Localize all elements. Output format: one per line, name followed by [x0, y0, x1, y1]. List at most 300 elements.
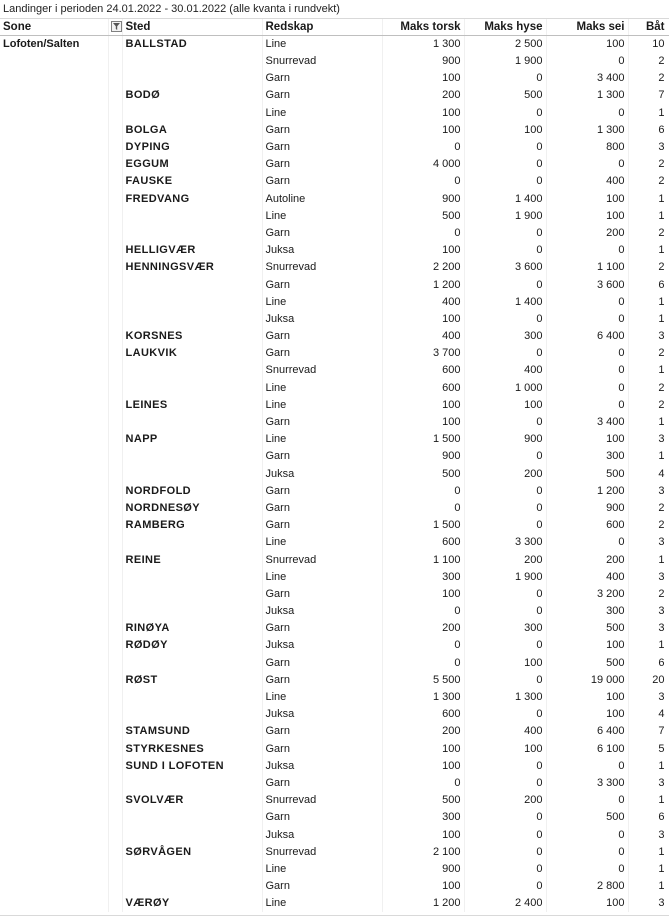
cell-redskap: Line: [262, 380, 382, 397]
cell-maks-torsk: 600: [382, 534, 464, 551]
cell-maks-sei: 3 300: [546, 775, 628, 792]
cell-maks-torsk: 1 500: [382, 517, 464, 534]
table-row: [0, 878, 669, 895]
cell-bat: 5: [628, 741, 669, 758]
cell-maks-torsk: 400: [382, 294, 464, 311]
cell-maks-sei: 800: [546, 139, 628, 156]
cell-redskap: Snurrevad: [262, 551, 382, 568]
column-filter[interactable]: [108, 19, 122, 36]
table-row: [0, 826, 669, 843]
cell-redskap: Garn: [262, 517, 382, 534]
cell-bat: 6: [628, 122, 669, 139]
cell-maks-torsk: 100: [382, 105, 464, 122]
cell-redskap: Line: [262, 861, 382, 878]
cell-sone: [0, 294, 108, 311]
column-header-maks-torsk[interactable]: Maks torsk: [382, 19, 464, 36]
cell-filter-spacer: [108, 87, 122, 104]
cell-maks-hyse: 0: [464, 758, 546, 775]
cell-filter-spacer: [108, 637, 122, 654]
cell-maks-sei: 0: [546, 844, 628, 861]
cell-sone: [0, 53, 108, 70]
cell-bat: 3: [628, 139, 669, 156]
cell-sted: KORSNES: [122, 328, 262, 345]
cell-filter-spacer: [108, 208, 122, 225]
cell-filter-spacer: [108, 655, 122, 672]
cell-maks-torsk: 1 200: [382, 895, 464, 912]
cell-maks-torsk: 100: [382, 242, 464, 259]
cell-sted: FAUSKE: [122, 173, 262, 190]
cell-maks-sei: 500: [546, 620, 628, 637]
cell-filter-spacer: [108, 397, 122, 414]
cell-sone: [0, 672, 108, 689]
cell-redskap: Garn: [262, 723, 382, 740]
cell-maks-sei: 0: [546, 861, 628, 878]
cell-maks-hyse: 400: [464, 723, 546, 740]
cell-maks-hyse: 500: [464, 87, 546, 104]
cell-sone: [0, 517, 108, 534]
cell-maks-hyse: 100: [464, 397, 546, 414]
cell-bat: 1: [628, 191, 669, 208]
cell-filter-spacer: [108, 878, 122, 895]
cell-maks-sei: 0: [546, 156, 628, 173]
cell-maks-torsk: 100: [382, 311, 464, 328]
cell-sone: [0, 569, 108, 586]
cell-maks-torsk: 0: [382, 603, 464, 620]
table-row: [0, 448, 669, 465]
cell-maks-hyse: 0: [464, 225, 546, 242]
column-header-maks-hyse[interactable]: Maks hyse: [464, 19, 546, 36]
cell-redskap: Line: [262, 431, 382, 448]
cell-sted: [122, 414, 262, 431]
column-header-redskap[interactable]: Redskap: [262, 19, 382, 36]
cell-maks-sei: 6 100: [546, 741, 628, 758]
cell-sone: [0, 826, 108, 843]
cell-maks-hyse: 0: [464, 844, 546, 861]
cell-sted: [122, 586, 262, 603]
cell-sted: [122, 70, 262, 87]
cell-maks-hyse: 0: [464, 448, 546, 465]
table-row: [0, 345, 669, 362]
cell-redskap: Snurrevad: [262, 362, 382, 379]
cell-maks-hyse: 100: [464, 655, 546, 672]
cell-maks-sei: 0: [546, 792, 628, 809]
cell-maks-torsk: 200: [382, 620, 464, 637]
cell-maks-sei: 0: [546, 397, 628, 414]
table-row: [0, 156, 669, 173]
cell-maks-sei: 0: [546, 311, 628, 328]
cell-sone: [0, 311, 108, 328]
cell-sted: LAUKVIK: [122, 345, 262, 362]
cell-sone: [0, 208, 108, 225]
cell-sted: RINØYA: [122, 620, 262, 637]
cell-bat: 3: [628, 483, 669, 500]
cell-filter-spacer: [108, 156, 122, 173]
cell-redskap: Garn: [262, 173, 382, 190]
table-row: [0, 741, 669, 758]
cell-sted: BALLSTAD: [122, 36, 262, 54]
cell-maks-torsk: 300: [382, 809, 464, 826]
table-row: [0, 139, 669, 156]
cell-maks-torsk: 2 100: [382, 844, 464, 861]
table-row: [0, 569, 669, 586]
cell-maks-hyse: 300: [464, 620, 546, 637]
header-row: [0, 19, 669, 36]
cell-bat: 1: [628, 362, 669, 379]
cell-sted: SUND I LOFOTEN: [122, 758, 262, 775]
cell-sone: [0, 70, 108, 87]
cell-sted: EGGUM: [122, 156, 262, 173]
cell-filter-spacer: [108, 70, 122, 87]
table-row: [0, 70, 669, 87]
table-row: [0, 689, 669, 706]
cell-sted: HENNINGSVÆR: [122, 259, 262, 276]
cell-maks-hyse: 0: [464, 586, 546, 603]
table-row: [0, 637, 669, 654]
cell-bat: 1: [628, 294, 669, 311]
cell-filter-spacer: [108, 517, 122, 534]
cell-redskap: Garn: [262, 225, 382, 242]
cell-maks-sei: 300: [546, 603, 628, 620]
cell-maks-sei: 0: [546, 826, 628, 843]
cell-filter-spacer: [108, 586, 122, 603]
cell-maks-torsk: 1 300: [382, 36, 464, 54]
cell-filter-spacer: [108, 173, 122, 190]
cell-sone: [0, 500, 108, 517]
cell-filter-spacer: [108, 225, 122, 242]
cell-bat: 7: [628, 87, 669, 104]
cell-filter-spacer: [108, 895, 122, 912]
cell-redskap: Snurrevad: [262, 53, 382, 70]
cell-redskap: Garn: [262, 139, 382, 156]
cell-bat: 1: [628, 878, 669, 895]
cell-sone: [0, 878, 108, 895]
cell-filter-spacer: [108, 569, 122, 586]
table-row: [0, 775, 669, 792]
cell-sted: REINE: [122, 551, 262, 568]
cell-maks-hyse: 1 900: [464, 569, 546, 586]
cell-redskap: Garn: [262, 809, 382, 826]
cell-bat: 6: [628, 655, 669, 672]
table-row: [0, 534, 669, 551]
cell-maks-sei: 500: [546, 466, 628, 483]
report-title: Landinger i perioden 24.01.2022 - 30.01.2022 (alle kvanta i rundvekt): [0, 0, 669, 19]
cell-maks-hyse: 0: [464, 156, 546, 173]
table-row: [0, 844, 669, 861]
cell-redskap: Garn: [262, 775, 382, 792]
cell-redskap: Juksa: [262, 758, 382, 775]
cell-filter-spacer: [108, 139, 122, 156]
cell-maks-hyse: 0: [464, 672, 546, 689]
cell-bat: 3: [628, 569, 669, 586]
cell-maks-hyse: 200: [464, 792, 546, 809]
cell-sted: [122, 466, 262, 483]
cell-redskap: Garn: [262, 276, 382, 293]
cell-bat: 1: [628, 844, 669, 861]
cell-maks-sei: 400: [546, 569, 628, 586]
cell-maks-torsk: 2 200: [382, 259, 464, 276]
cell-sone: [0, 105, 108, 122]
cell-maks-sei: 0: [546, 345, 628, 362]
cell-maks-torsk: 0: [382, 655, 464, 672]
cell-maks-sei: 100: [546, 706, 628, 723]
cell-maks-torsk: 100: [382, 122, 464, 139]
cell-maks-torsk: 0: [382, 637, 464, 654]
cell-bat: 7: [628, 723, 669, 740]
cell-maks-sei: 0: [546, 242, 628, 259]
column-header-bat[interactable]: Båt: [628, 19, 669, 36]
cell-redskap: Snurrevad: [262, 259, 382, 276]
cell-bat: 2: [628, 380, 669, 397]
cell-bat: 1: [628, 861, 669, 878]
landings-table: [0, 19, 669, 912]
cell-maks-sei: 100: [546, 895, 628, 912]
cell-bat: 1: [628, 242, 669, 259]
cell-sone: [0, 448, 108, 465]
table-row: [0, 36, 669, 54]
cell-maks-hyse: 0: [464, 311, 546, 328]
cell-maks-hyse: 0: [464, 276, 546, 293]
cell-maks-torsk: 100: [382, 414, 464, 431]
cell-filter-spacer: [108, 809, 122, 826]
cell-maks-torsk: 100: [382, 826, 464, 843]
cell-sone: [0, 758, 108, 775]
cell-maks-hyse: 0: [464, 345, 546, 362]
cell-bat: 3: [628, 328, 669, 345]
cell-maks-hyse: 0: [464, 139, 546, 156]
cell-maks-hyse: 200: [464, 551, 546, 568]
cell-maks-sei: 500: [546, 655, 628, 672]
cell-sone: [0, 156, 108, 173]
cell-maks-torsk: 1 200: [382, 276, 464, 293]
cell-bat: 1: [628, 311, 669, 328]
cell-bat: 4: [628, 466, 669, 483]
cell-sone: [0, 603, 108, 620]
cell-maks-hyse: 2 400: [464, 895, 546, 912]
cell-maks-torsk: 0: [382, 483, 464, 500]
cell-redskap: Garn: [262, 448, 382, 465]
cell-sone: [0, 655, 108, 672]
cell-sone: [0, 741, 108, 758]
cell-sted: FREDVANG: [122, 191, 262, 208]
cell-redskap: Garn: [262, 328, 382, 345]
cell-sted: [122, 878, 262, 895]
cell-sted: NAPP: [122, 431, 262, 448]
filter-icon[interactable]: [111, 21, 122, 32]
table-row: [0, 173, 669, 190]
cell-maks-sei: 1 100: [546, 259, 628, 276]
cell-redskap: Garn: [262, 878, 382, 895]
cell-redskap: Garn: [262, 122, 382, 139]
cell-sone: [0, 139, 108, 156]
cell-bat: 2: [628, 225, 669, 242]
column-header-sted[interactable]: Sted: [122, 19, 262, 36]
cell-maks-hyse: 1 400: [464, 294, 546, 311]
cell-filter-spacer: [108, 792, 122, 809]
cell-sted: [122, 380, 262, 397]
table-row: [0, 225, 669, 242]
cell-filter-spacer: [108, 311, 122, 328]
cell-sted: RØST: [122, 672, 262, 689]
cell-maks-sei: 3 200: [546, 586, 628, 603]
cell-maks-torsk: 0: [382, 173, 464, 190]
cell-bat: 3: [628, 775, 669, 792]
cell-maks-torsk: 1 500: [382, 431, 464, 448]
cell-maks-sei: 6 400: [546, 328, 628, 345]
cell-maks-sei: 0: [546, 294, 628, 311]
cell-sone: [0, 861, 108, 878]
cell-redskap: Garn: [262, 672, 382, 689]
table-row: [0, 586, 669, 603]
cell-sted: NORDNESØY: [122, 500, 262, 517]
cell-maks-hyse: 0: [464, 173, 546, 190]
cell-sone: [0, 431, 108, 448]
cell-filter-spacer: [108, 620, 122, 637]
cell-sone: [0, 551, 108, 568]
cell-maks-torsk: 900: [382, 448, 464, 465]
cell-redskap: Juksa: [262, 706, 382, 723]
cell-sted: [122, 448, 262, 465]
cell-redskap: Line: [262, 569, 382, 586]
cell-maks-sei: 19 000: [546, 672, 628, 689]
cell-sone: [0, 414, 108, 431]
cell-filter-spacer: [108, 483, 122, 500]
cell-maks-sei: 100: [546, 431, 628, 448]
cell-sone: [0, 122, 108, 139]
cell-sone: [0, 276, 108, 293]
cell-sted: [122, 225, 262, 242]
cell-sted: BODØ: [122, 87, 262, 104]
cell-sone: [0, 87, 108, 104]
cell-sone: [0, 328, 108, 345]
cell-maks-hyse: 3 300: [464, 534, 546, 551]
cell-filter-spacer: [108, 775, 122, 792]
table-row: [0, 758, 669, 775]
table-row: [0, 809, 669, 826]
cell-sone: [0, 534, 108, 551]
cell-redskap: Garn: [262, 500, 382, 517]
cell-sone: [0, 792, 108, 809]
cell-sone: Lofoten/Salten: [0, 36, 108, 54]
cell-filter-spacer: [108, 448, 122, 465]
cell-redskap: Juksa: [262, 311, 382, 328]
cell-maks-sei: 3 400: [546, 70, 628, 87]
cell-maks-hyse: 300: [464, 328, 546, 345]
cell-maks-hyse: 3 600: [464, 259, 546, 276]
cell-sted: [122, 775, 262, 792]
cell-maks-hyse: 0: [464, 414, 546, 431]
cell-sone: [0, 362, 108, 379]
cell-sone: [0, 689, 108, 706]
table-row: [0, 431, 669, 448]
cell-bat: 3: [628, 895, 669, 912]
cell-maks-torsk: 0: [382, 775, 464, 792]
cell-bat: 1: [628, 637, 669, 654]
table-row: [0, 362, 669, 379]
table-row: [0, 500, 669, 517]
cell-sone: [0, 637, 108, 654]
cell-maks-torsk: 900: [382, 191, 464, 208]
cell-sone: [0, 225, 108, 242]
cell-maks-torsk: 900: [382, 53, 464, 70]
cell-bat: 20: [628, 672, 669, 689]
cell-sted: DYPING: [122, 139, 262, 156]
cell-maks-hyse: 2 500: [464, 36, 546, 54]
cell-filter-spacer: [108, 466, 122, 483]
cell-maks-torsk: 900: [382, 861, 464, 878]
cell-filter-spacer: [108, 431, 122, 448]
cell-bat: 1: [628, 414, 669, 431]
table-row: [0, 397, 669, 414]
cell-maks-hyse: 100: [464, 122, 546, 139]
cell-bat: 1: [628, 105, 669, 122]
cell-filter-spacer: [108, 723, 122, 740]
cell-bat: 2: [628, 586, 669, 603]
cell-maks-sei: 6 400: [546, 723, 628, 740]
cell-redskap: Garn: [262, 156, 382, 173]
cell-maks-torsk: 0: [382, 225, 464, 242]
cell-redskap: Snurrevad: [262, 844, 382, 861]
cell-sted: [122, 569, 262, 586]
cell-redskap: Garn: [262, 741, 382, 758]
cell-filter-spacer: [108, 689, 122, 706]
column-header-sone[interactable]: Sone: [0, 19, 108, 36]
cell-maks-sei: 0: [546, 758, 628, 775]
cell-bat: 4: [628, 706, 669, 723]
table-row: [0, 53, 669, 70]
cell-filter-spacer: [108, 534, 122, 551]
cell-sone: [0, 483, 108, 500]
cell-sone: [0, 345, 108, 362]
cell-filter-spacer: [108, 345, 122, 362]
table-row: [0, 603, 669, 620]
cell-sted: [122, 105, 262, 122]
cell-redskap: Line: [262, 36, 382, 54]
cell-sted: [122, 311, 262, 328]
cell-bat: 10: [628, 36, 669, 54]
cell-maks-sei: 300: [546, 448, 628, 465]
cell-bat: 1: [628, 792, 669, 809]
cell-sone: [0, 242, 108, 259]
cell-sone: [0, 706, 108, 723]
cell-filter-spacer: [108, 672, 122, 689]
cell-sted: [122, 276, 262, 293]
cell-filter-spacer: [108, 259, 122, 276]
cell-sted: RAMBERG: [122, 517, 262, 534]
cell-maks-torsk: 100: [382, 878, 464, 895]
cell-maks-torsk: 300: [382, 569, 464, 586]
cell-maks-hyse: 0: [464, 637, 546, 654]
column-header-maks-sei[interactable]: Maks sei: [546, 19, 628, 36]
cell-sted: [122, 294, 262, 311]
cell-sted: RØDØY: [122, 637, 262, 654]
cell-sone: [0, 191, 108, 208]
cell-maks-sei: 100: [546, 637, 628, 654]
cell-filter-spacer: [108, 191, 122, 208]
cell-maks-torsk: 100: [382, 741, 464, 758]
cell-maks-hyse: 1 300: [464, 689, 546, 706]
cell-maks-torsk: 100: [382, 70, 464, 87]
cell-maks-sei: 200: [546, 551, 628, 568]
cell-redskap: Juksa: [262, 242, 382, 259]
cell-sone: [0, 586, 108, 603]
table-row: [0, 242, 669, 259]
cell-maks-sei: 0: [546, 53, 628, 70]
table-body: [0, 36, 669, 913]
table-row: [0, 895, 669, 912]
cell-bat: 2: [628, 173, 669, 190]
cell-sted: [122, 706, 262, 723]
cell-bat: 6: [628, 809, 669, 826]
